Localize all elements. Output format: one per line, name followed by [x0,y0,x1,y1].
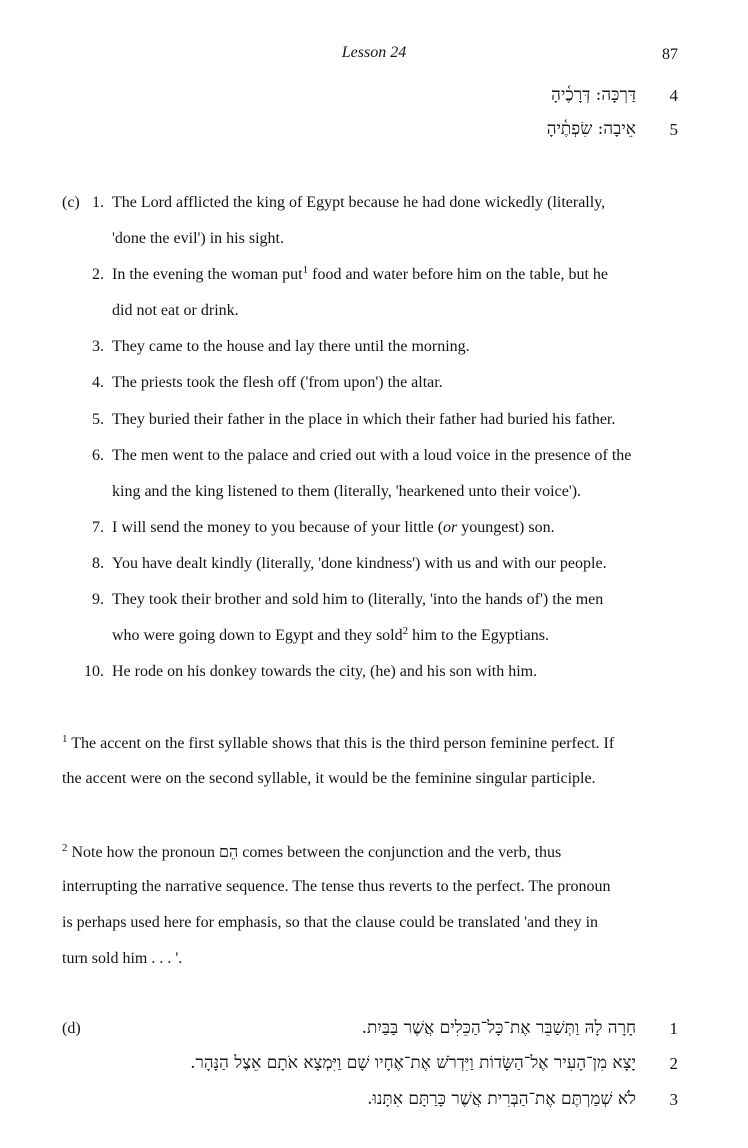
sentence-line: He rode on his donkey towards the city, (he) and his son with him. [112,663,538,680]
sentence-line: king and the king listened to them (literally, 'hearkened unto their voice'). [112,483,582,500]
hebrew-line-5: אֵיבָה: שִׂפְתֶ֫יהָ [546,119,636,139]
running-header-title: Lesson 24 [341,44,407,61]
item-number: 5. [92,411,104,428]
sentence-text: food and water before him on the table, but he [308,266,609,283]
sentence-line: 'done the evil') in his sight. [112,230,284,247]
hebrew-line-number: 4 [669,86,678,105]
sentence-text: youngest) son. [457,519,555,536]
sentence-line [112,519,555,537]
sentence-line: You have dealt kindly (literally, 'done kindness') with us and with our people. [112,555,607,572]
footnote-marker: 2 [62,842,68,854]
footnote-line [62,842,561,862]
hebrew-sentence: חָרָה לָהּ וַתְּשַׁבֵּר אֶת־כָּל־הַכֵּלִים אֲשֶׁר בַּבַּיִת. [361,1018,636,1038]
sentence-text: I will send the money to you because of your little ( [112,519,444,536]
sentence-line: They came to the house and lay there until the morning. [112,338,470,355]
sentence-text: who were going down to Egypt and they sold [112,627,403,644]
item-number: 4. [92,374,104,391]
hebrew-line-4: דַּרְכָּה: דְּרָכֶ֫יהָ [551,85,636,105]
sentence-line: did not eat or drink. [112,302,239,319]
item-number: 3 [669,1090,678,1109]
item-number: 9. [92,591,104,608]
hebrew-sentence: לֹא שְׁמַרְתֶּם אֶת־הַבְּרִית אֲשֶׁר כָּרַתָּם אִתָּנוּ. [367,1089,636,1109]
sentence-text: In the evening the woman put [112,266,303,283]
footnote-line: interrupting the narrative sequence. The tense thus reverts to the perfect. The pronoun [62,878,611,895]
item-number: 3. [92,338,104,355]
footnote-line: the accent were on the second syllable, it would be the feminine singular participle. [62,770,596,787]
footnote-marker: 1 [62,733,68,745]
footnote-text: The accent on the first syllable shows that this is the third person feminine perfect. If [71,735,615,752]
item-number: 1. [92,194,104,211]
italic-word: or [443,519,458,536]
sentence-line: The priests took the flesh off ('from upon') the altar. [112,374,443,391]
item-number: 2. [92,266,104,283]
item-number: 6. [92,447,104,464]
hebrew-line-number: 5 [669,120,678,139]
footnote-ref-2: 2 [402,625,409,637]
sentence-text: him to the Egyptians. [408,627,549,644]
sentence-line: They took their brother and sold him to (literally, 'into the hands of') the men [112,591,604,608]
item-number: 7. [92,519,104,536]
sentence-line: The men went to the palace and cried out with a loud voice in the presence of the [112,447,632,464]
item-number: 8. [92,555,104,572]
sentence-line [112,266,608,284]
sentence-line: The Lord afflicted the king of Egypt because he had done wickedly (literally, [112,194,606,211]
footnote-line: is perhaps used here for emphasis, so that the clause could be translated 'and they in [62,914,599,931]
footnote-text: Note how the pronoun [71,844,216,861]
footnote-line [62,735,614,753]
item-number: 1 [669,1019,678,1038]
page-number: 87 [662,46,678,63]
hebrew-sentence: יָצָא מִן־הָעִיר אֶל־הַשָּׂדוֹת וַיִּדְרֹשׁ אֶת־אֶחָיו שָׁם וַיִּמְצָא אֹתָם אֵצֶל הַנָּהָר. [190,1053,636,1073]
item-number: 10. [84,663,104,680]
footnote-text: comes between the conjunction and the verb, thus [242,844,562,861]
item-number: 2 [669,1054,678,1073]
footnote-line: turn sold him . . . '. [62,950,183,967]
hebrew-pronoun: הֵם [219,842,239,861]
section-label: (c) [62,194,80,211]
sentence-line [112,627,549,645]
sentence-line: They buried their father in the place in which their father had buried his father. [112,411,616,428]
footnote-ref-1: 1 [302,264,309,276]
section-label: (d) [62,1020,81,1037]
